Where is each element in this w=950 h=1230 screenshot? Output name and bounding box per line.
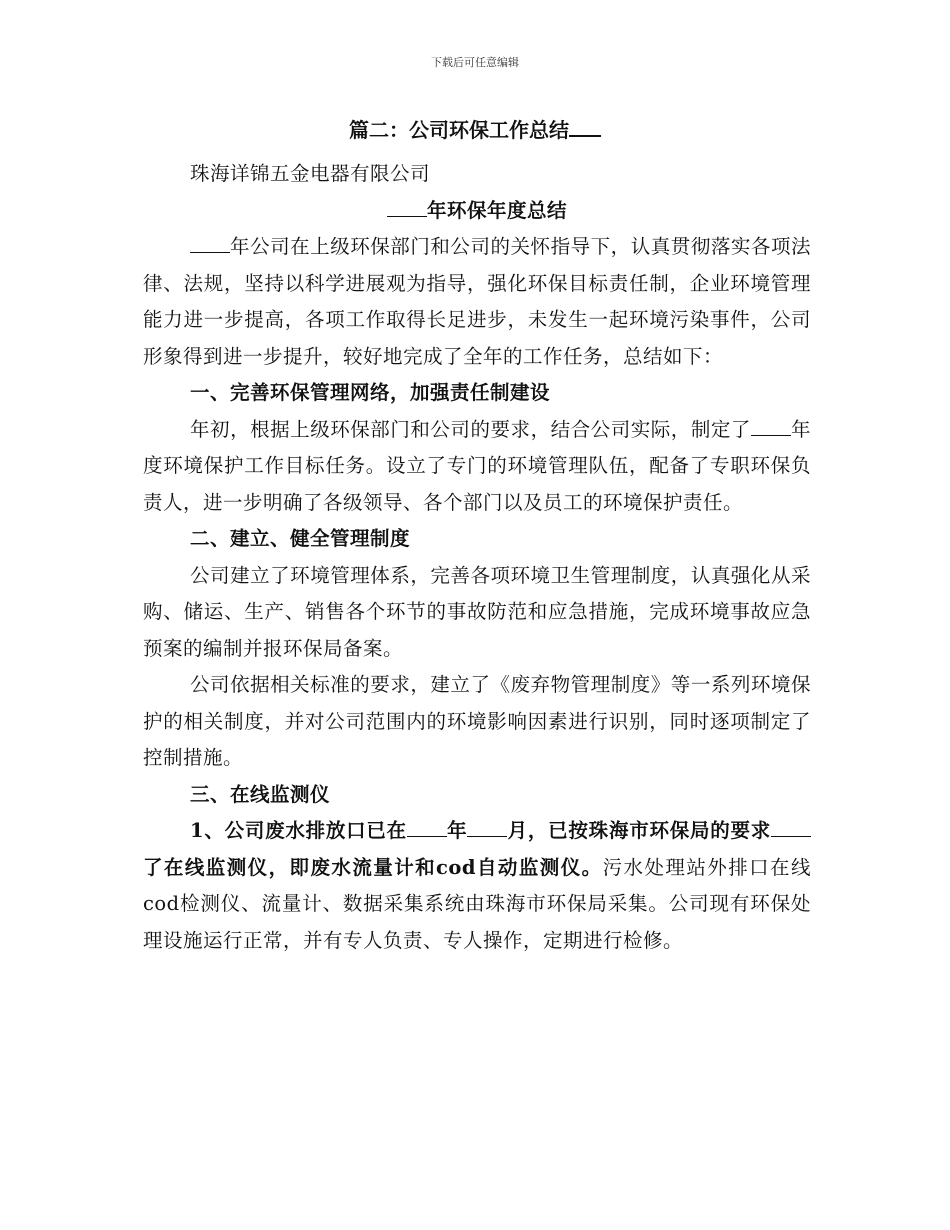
year-blank [407, 818, 447, 837]
action-blank [771, 818, 811, 837]
company-name: 珠海详锦五金电器有限公司 [190, 162, 431, 185]
title-blank [569, 117, 601, 137]
document-title [0, 114, 950, 143]
year-blank [751, 417, 791, 436]
section-2-paragraph-1: 公司建立了环境管理体系，完善各项环境卫生管理制度，认真强化从采购、储运、生产、销售各个环节的事故防范和应急措施，完成环境事故应急预案的编制并报环保局备案。 [143, 563, 811, 660]
document-body [143, 156, 811, 959]
month-blank [467, 818, 507, 837]
intro-paragraph: 年公司在上级环保部门和公司的关怀指导下，认真贯彻落实各项法律、法规，坚持以科学进展观为指导，强化环保目标责任制，企业环境管理能力进一步提高，各项工作取得长足进步，未发生一起环境污染事件，公司形象得到进一步提升，较好地完成了全年的工作任务，总结如下： [143, 235, 811, 368]
section-2-paragraph-2: 公司依据相关标准的要求，建立了《废弃物管理制度》等一系列环境保护的相关制度，并对公司范围内的环境影响因素进行识别，同时逐项制定了控制措施。 [143, 673, 811, 769]
section-3-paragraph-1: 1、公司废水排放口已在 年 月，已按珠海市环保局的要求了在线监测仪，即废水流量计和cod自动监测仪。污水处理站外排口在线cod检测仪、流量计、数据采集系统由珠海市环保局采集。公司现有环保处理设施运行正常，并有专人负责、专人操作，定期进行检修。 [143, 819, 811, 952]
section-1-heading: 一、完善环保管理网络，加强责任制建设 [190, 381, 551, 404]
year-blank [190, 234, 230, 253]
page-header: 下载后可任意编辑 [431, 56, 519, 69]
section-1-paragraph: 年初，根据上级环保部门和公司的要求，结合公司实际，制定了 年度环境保护工作目标任务。设立了专门的环境管理队伍，配备了专职环保负责人，进一步明确了各级领导、各个部门以及员工的环境保护责任。 [143, 417, 811, 514]
section-3-heading: 三、在线监测仪 [190, 782, 331, 806]
title-text: 篇二：公司环保工作总结 [349, 118, 569, 142]
year-blank [387, 198, 427, 217]
section-2-heading: 二、建立、健全管理制度 [190, 527, 411, 550]
report-subtitle: 年环保年度总结 [143, 193, 811, 230]
